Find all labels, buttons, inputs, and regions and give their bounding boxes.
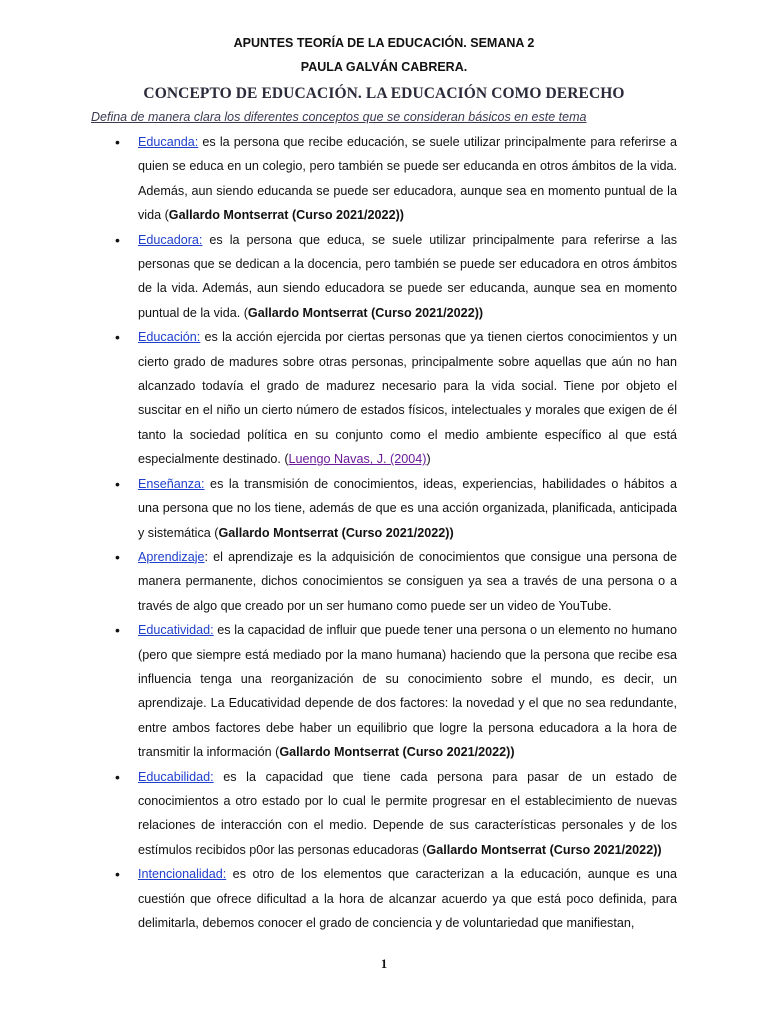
list-item xyxy=(115,618,677,764)
list-item xyxy=(115,765,677,863)
bullet-icon: • xyxy=(115,622,120,639)
bullet-icon: • xyxy=(115,475,120,492)
citation: Gallardo Montserrat (Curso 2021/2022)) xyxy=(279,745,515,760)
bullet-icon: • xyxy=(115,548,120,565)
list-item xyxy=(115,130,677,228)
list-item xyxy=(115,472,677,545)
page-number: 1 xyxy=(380,957,388,971)
list-item xyxy=(115,862,677,935)
citation: Gallardo Montserrat (Curso 2021/2022)) xyxy=(218,525,454,540)
list-item xyxy=(115,325,677,471)
term-link[interactable]: Intencionalidad: xyxy=(138,867,227,882)
closing-paren: ) xyxy=(426,452,431,467)
citation: Gallardo Montserrat (Curso 2021/2022)) xyxy=(168,208,404,223)
citation: Gallardo Montserrat (Curso 2021/2022)) xyxy=(247,305,484,320)
definition-text: es la capacidad de influir que puede tener una persona o un elemento no humano (pero que siempre está mediado por la mano humana) haciendo que la persona que recibe esa influencia tenga una reorganización de su conocimiento sobre el mundo, es decir, un aprendizaje. La Educatividad depende de dos factores: la novedad y el que no sea redundante, entre ambos factores debe haber un equilibrio que logre la persona educadora a la hora de transmitir la información ( xyxy=(138,623,677,760)
definition-text: es la acción ejercida por ciertas personas que ya tienen ciertos conocimientos y un cierto grado de madures sobre otras personas, principalmente sobre aquellas que aún no han alcanzado todavía el grado de madurez necesario para la vida social. Tiene por objeto el suscitar en el niño un cierto número de estados físicos, intelectuales y morales que exigen de él tanto la sociedad política en su conjunto como el medio ambiente específico al que está especialmente destinado. ( xyxy=(138,330,677,467)
document-author: PAULA GALVÁN CABRERA. xyxy=(300,60,468,74)
bullet-icon: • xyxy=(115,231,120,248)
term-link[interactable]: Educatividad: xyxy=(138,623,214,638)
term-link[interactable]: Enseñanza: xyxy=(138,476,205,491)
definition-text: es la persona que educa, se suele utilizar principalmente para referirse a las personas que se dedican a la docencia, pero también se puede ser educadora en otros ámbitos de la vida. Además, aun siendo educadora se puede ser educanda, aunque sea en momento puntual de la vida. ( xyxy=(138,232,677,320)
bullet-icon: • xyxy=(115,768,120,785)
list-item xyxy=(115,228,677,326)
term-link[interactable]: Educanda: xyxy=(138,135,199,149)
term-link[interactable]: Educabilidad: xyxy=(138,769,214,784)
reference-link[interactable]: Luengo Navas, J. (2004) xyxy=(288,452,427,467)
term-link[interactable]: Educación: xyxy=(138,330,201,345)
definition-text: es la transmisión de conocimientos, ideas, experiencias, habilidades o hábitos a una persona que no los tiene, además de que es una acción organizada, planificada, anticipada y sistemática ( xyxy=(138,476,677,540)
definition-text: es otro de los elementos que caracterizan a la educación, aunque es una cuestión que ofrece dificultad a la hora de alcanzar acuerdo ya que está poco definida, para delimitarla, debemos conocer el grado de conciencia y de voluntariedad que manifiestan, xyxy=(138,867,677,930)
list-item xyxy=(115,545,677,618)
term-link[interactable]: Aprendizaje xyxy=(138,549,205,564)
bullet-icon: • xyxy=(115,866,120,883)
definition-text: es la capacidad que tiene cada persona para pasar de un estado de conocimientos a otro estado por lo cual le permite progresar en el establecimiento de nuevas relaciones de interacción con el medio. Depende de sus características personales y de los estímulos recibidos p0or las personas educadoras ( xyxy=(138,769,677,857)
section-subtitle: Defina de manera clara los diferentes conceptos que se consideran básicos en este tema xyxy=(91,110,587,124)
definition-text: : el aprendizaje es la adquisición de conocimientos que consigue una persona de manera permanente, dichos conocimientos se consiguen ya sea a través de una persona o a través de algo que creado por un ser humano como puede ser un video de YouTube. xyxy=(138,549,677,613)
bullet-icon: • xyxy=(115,134,120,150)
bullet-icon: • xyxy=(115,329,120,346)
definition-text: es la persona que recibe educación, se suele utilizar principalmente para referirse a quien se educa en un colegio, pero también se puede ser educanda en otros ámbitos de la vida. Además, aun siendo educanda se puede ser educadora, aunque sea en momento puntual de la vida ( xyxy=(138,135,677,223)
term-link[interactable]: Educadora: xyxy=(138,232,203,247)
citation: Gallardo Montserrat (Curso 2021/2022)) xyxy=(426,842,662,857)
document-title: APUNTES TEORÍA DE LA EDUCACIÓN. SEMANA 2 xyxy=(233,36,535,50)
section-title: CONCEPTO DE EDUCACIÓN. LA EDUCACIÓN COMO DERECHO xyxy=(143,85,625,102)
definitions-list xyxy=(0,130,768,935)
